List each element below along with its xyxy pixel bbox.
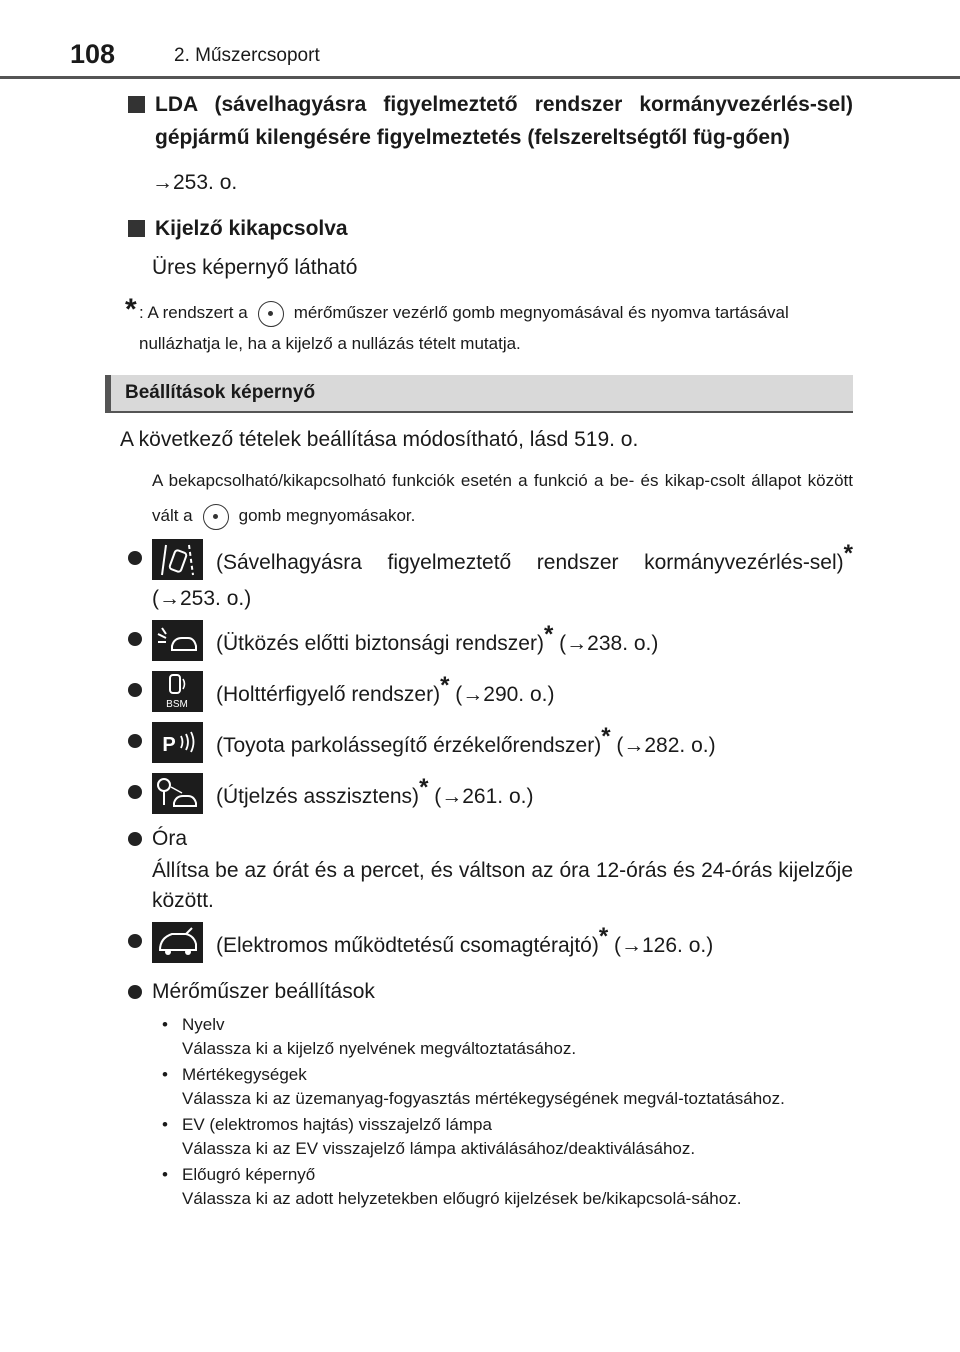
section-lda-title: LDA (sávelhagyásra figyelmeztető rendszer kormányvezérlés-sel) gépjármű kilengésére figyelmeztetés (felszereltségtől füg-gően) <box>125 88 853 154</box>
round-bullet-icon <box>128 785 142 799</box>
section-lda-ref: →253. o. <box>152 171 238 194</box>
lane-departure-icon <box>152 539 203 580</box>
parking-sensor-icon <box>152 722 203 763</box>
round-bullet-icon <box>128 985 142 999</box>
round-bullet-icon <box>128 632 142 646</box>
list-item: • EV (elektromos hajtás) visszajelző lámpa Válassza ki az EV visszajelző lámpa aktiválásához/deaktiválásához. <box>162 1115 696 1158</box>
list-item-meter-settings <box>125 977 853 1007</box>
square-bullet-icon <box>128 220 145 237</box>
list-item: • Nyelv Válassza ki a kijelző nyelvének megváltoztatásához. <box>162 1015 577 1058</box>
round-bullet-icon <box>128 832 142 846</box>
meter-control-button-icon <box>203 504 229 530</box>
pre-collision-icon <box>152 620 203 661</box>
round-bullet-icon <box>128 734 142 748</box>
list-item: • Előugró képernyő Válassza ki az adott helyzetekben előugró kijelzések be/kikapcsolá-sához. <box>162 1165 742 1208</box>
round-bullet-icon <box>128 551 142 565</box>
page-number: 108 <box>70 39 116 69</box>
square-bullet-icon <box>128 96 145 113</box>
svg-text:P: P <box>162 734 176 756</box>
list-item-power-back-door: (Elektromos működtetésű csomagtérajtó)* (→126. o.) <box>125 926 853 967</box>
bsm-icon <box>152 671 203 712</box>
svg-text:BSM: BSM <box>166 699 188 710</box>
clock-text: Állítsa be az órát és a percet, és váltson az óra 12-órás és 24-órás kijelzője között. <box>152 859 853 912</box>
list-item-bsm: BSM (Holttérfigyelő rendszer)* (→290. o.) <box>125 675 853 716</box>
header-divider <box>0 76 960 79</box>
list-item-lane-departure: (Sávelhagyásra figyelmeztető rendszer kormányvezérlés-sel)* (→253. o.) <box>125 543 853 614</box>
footnote-text-start: : A rendszert a <box>139 303 248 322</box>
footnote-star: * <box>125 293 137 326</box>
settings-toggle-note: A bekapcsolható/kikapcsolható funkciók esetén a funkció a be- és kikap-csolt állapot között vált a gomb megnyomásakor. <box>152 463 853 533</box>
section-display-off-text: Üres képernyő látható <box>152 256 358 279</box>
settings-intro: A következő tételek beállítása módosítható, lásd 519. o. <box>120 428 639 451</box>
round-bullet-icon <box>128 683 142 697</box>
round-bullet-icon <box>128 934 142 948</box>
list-item-road-sign-assist: (Útjelzés asszisztens)* (→261. o.) <box>125 777 853 818</box>
meter-settings-title: Mérőműszer beállítások <box>152 980 375 1003</box>
list-item-parking-sensor: P (Toyota parkolássegítő érzékelőrendszer)* (→282. o.) <box>125 726 853 767</box>
chapter-title: 2. Műszercsoport <box>174 45 320 66</box>
meter-control-button-icon <box>258 301 284 327</box>
section-display-off-title: Kijelző kikapcsolva <box>125 212 853 245</box>
list-item-pre-collision: (Ütközés előtti biztonsági rendszer)* (→238. o.) <box>125 624 853 665</box>
meter-settings-list <box>162 1013 853 1211</box>
power-back-door-icon <box>152 922 203 963</box>
list-item-clock <box>125 824 853 916</box>
settings-screen-heading: Beállítások képernyő <box>105 375 853 411</box>
footnote-text-end: mérőműszer vezérlő gomb megnyomásával és nyomva tartásával nullázhatja le, ha a kijelző a nullázás tételt mutatja. <box>139 303 789 353</box>
list-item: • Mértékegységek Válassza ki az üzemanyag-fogyasztás mértékegységének megvál-toztatásához. <box>162 1065 785 1108</box>
clock-title: Óra <box>152 827 188 850</box>
footnote <box>125 293 853 359</box>
page-header <box>0 0 960 80</box>
page-content <box>120 88 853 1211</box>
road-sign-assist-icon <box>152 773 203 814</box>
